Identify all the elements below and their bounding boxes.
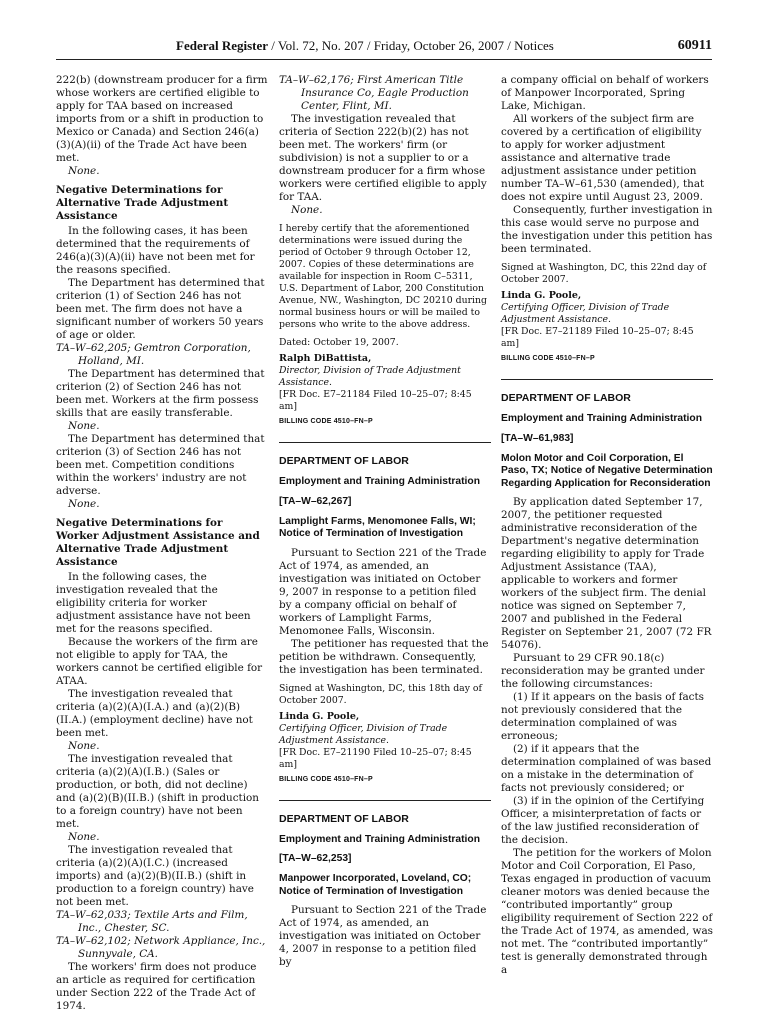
signature-note: Dated: October 19, 2007.	[279, 337, 399, 348]
notice-subject: Manpower Incorporated, Loveland, CO; Notice of Termination of Investigation	[279, 873, 472, 897]
signature-title: Certifying Officer, Division of Trade Adjustment Assistance.	[501, 302, 670, 325]
signature-name: Linda G. Poole,	[501, 290, 582, 301]
paragraph: 222(b) (downstream producer for a firm whose workers are certified eligible to apply for TAA based on increased imports from or a shift in production to Mexico or Canada) and Section 246(a)(3)(A)(ii) of the Trade Act have been met.	[56, 74, 268, 164]
paragraph: The workers' firm does not produce an article as required for certification under Section 222 of the Trade Act of 1974.	[56, 961, 257, 1012]
case-entry: TA–W–62,176; First American Title Insurance Co, Eagle Production Center, Flint, MI.	[279, 74, 469, 112]
signature-note: Signed at Washington, DC, this 18th day of October 2007.	[279, 682, 482, 706]
paragraph: (1) If it appears on the basis of facts not previously considered that the determination complained of was erroneous;	[501, 691, 704, 742]
notice-subject: Lamplight Farms, Menomonee Falls, WI; Notice of Termination of Investigation	[279, 515, 476, 539]
none-marker: None.	[68, 420, 100, 432]
paragraph: The Department has determined that criterion (1) of Section 246 has not been met. The firm does not have a significant number of workers 50 years of age or older.	[56, 277, 265, 341]
paragraph: Because the workers of the firm are not eligible to apply for TAA, the workers cannot be certified eligible for ATAA.	[56, 636, 263, 687]
paragraph: The Department has determined that criterion (2) of Section 246 has not been met. Workers at the firm possess skills that are easily transferable.	[56, 368, 265, 419]
case-entry: TA–W–62,102; Network Appliance, Inc., Sunnyvale, CA.	[56, 935, 266, 960]
section-heading: Negative Determinations for Alternative Trade Adjustment Assistance	[56, 184, 229, 222]
paragraph: Pursuant to Section 221 of the Trade Act of 1974, as amended, an investigation was initiated on October 4, 2007 in response to a petition filed by	[279, 904, 487, 968]
page-header	[56, 38, 712, 60]
header-publication	[176, 38, 554, 54]
section-divider	[279, 800, 491, 801]
billing-code: BILLING CODE 4510–FN–P	[279, 775, 373, 783]
department-heading: DEPARTMENT OF LABOR	[279, 455, 409, 467]
signature-note: Signed at Washington, DC, this 22nd day of October 2007.	[501, 262, 707, 285]
agency-heading: Employment and Training Administration	[279, 833, 480, 845]
paragraph: The investigation revealed that criteria (a)(2)(A)(I.A.) and (a)(2)(B)(II.A.) (employment decline) have not been met.	[56, 688, 253, 739]
notice-subject: Molon Motor and Coil Corporation, El Paso, TX; Notice of Negative Determination Regarding Application for Reconsideration	[501, 452, 713, 489]
paragraph: The petition for the workers of Molon Motor and Coil Corporation, El Paso, Texas engaged in production of vacuum cleaner motors was denied because the “contributed importantly” group eligibility requirement of Section 222 of the Trade Act of 1974, as amended, was not met. The “contributed importantly” test is generally demonstrated through a	[501, 847, 713, 976]
paragraph: a company official on behalf of workers of Manpower Incorporated, Spring Lake, Michigan.	[501, 74, 709, 112]
header-title: Federal Register	[176, 38, 269, 53]
docket-number: [TA–W–62,253]	[279, 853, 352, 864]
paragraph: The Department has determined that criterion (3) of Section 246 has not been met. Competition conditions within the workers' industry are not adverse.	[56, 433, 265, 497]
docket-number: [TA–W–61,983]	[501, 432, 574, 444]
paragraph: Pursuant to Section 221 of the Trade Act of 1974, as amended, an investigation was initiated on October 9, 2007 in response to a petition filed by a company official on behalf of workers of Lamplight Farms, Menomonee Falls, Wisconsin.	[279, 546, 487, 637]
paragraph: All workers of the subject firm are covered by a certification of eligibility to apply for worker adjustment assistance and alternative trade adjustment assistance under petition number TA–W–61,530 (amended), that does not expire until August 23, 2009.	[501, 113, 705, 203]
billing-code: BILLING CODE 4510–FN–P	[279, 418, 373, 425]
column-right	[501, 74, 713, 977]
signature-name: Linda G. Poole,	[279, 710, 360, 722]
none-marker: None.	[291, 204, 323, 216]
agency-heading: Employment and Training Administration	[279, 476, 480, 487]
none-marker: None.	[68, 498, 100, 510]
paragraph: By application dated September 17, 2007, the petitioner requested administrative reconsideration of the Department's negative determination regarding eligibility to apply for Trade Adjustment Assistance (TAA), applicable to workers and former workers of the subject firm. The denial notice was signed on September 7, 2007 and published in the Federal Register on September 21, 2007 (72 FR 54076).	[501, 496, 712, 651]
department-heading: DEPARTMENT OF LABOR	[501, 392, 631, 404]
paragraph: The investigation revealed that criteria (a)(2)(A)(I.C.) (increased imports) and (a)(2)(B)(II.B.) (shift in production to a foreign country) have not been met.	[56, 844, 254, 908]
docket-number: [TA–W–62,267]	[279, 495, 352, 507]
page-number: 60911	[677, 38, 712, 53]
column-left	[56, 74, 268, 1013]
header-meta: / Vol. 72, No. 207 / Friday, October 26, 2007 / Notices	[268, 38, 554, 53]
fr-doc-line: [FR Doc. E7–21184 Filed 10–25–07; 8:45 am]	[279, 389, 472, 412]
paragraph: In the following cases, the investigation revealed that the eligibility criteria for worker adjustment assistance have not been met for the reasons specified.	[56, 571, 251, 635]
department-heading: DEPARTMENT OF LABOR	[279, 812, 409, 825]
section-divider	[279, 442, 491, 443]
signature-note: I hereby certify that the aforementioned determinations were issued during the period of October 9 through October 12, 2007. Copies of these determinations are available for inspection in Room C–5311, U.S. Department of Labor, 200 Constitution Avenue, NW., Washington, DC 20210 during normal business hours or will be mailed to persons who write to the above address.	[279, 223, 487, 330]
none-marker: None.	[68, 165, 100, 177]
section-heading: Negative Determinations for Worker Adjustment Assistance and Alternative Trade Adjustment Assistance	[56, 517, 260, 568]
agency-heading: Employment and Training Administration	[501, 413, 702, 424]
paragraph: (3) if in the opinion of the Certifying Officer, a misinterpretation of facts or of the law justified reconsideration of the decision.	[501, 795, 705, 846]
signature-name: Ralph DiBattista,	[279, 353, 372, 364]
section-divider	[501, 379, 713, 380]
paragraph: In the following cases, it has been determined that the requirements of 246(a)(3)(A)(ii) have not been met for the reasons specified.	[56, 225, 255, 276]
paragraph: (2) if it appears that the determination complained of was based on a mistake in the determination of facts not previously considered; or	[501, 743, 712, 794]
signature-title: Director, Division of Trade Adjustment Assistance.	[279, 365, 461, 388]
fr-doc-line: [FR Doc. E7–21190 Filed 10–25–07; 8:45 am]	[279, 746, 472, 770]
none-marker: None.	[68, 740, 100, 752]
paragraph: Pursuant to 29 CFR 90.18(c) reconsideration may be granted under the following circumstances:	[501, 652, 705, 690]
paragraph: The investigation revealed that criteria of Section 222(b)(2) has not been met. The workers' firm (or subdivision) is not a supplier to or a downstream producer for a firm whose workers were certified eligible to apply for TAA.	[279, 113, 487, 203]
fr-doc-line: [FR Doc. E7–21189 Filed 10–25–07; 8:45 am]	[501, 326, 694, 349]
paragraph: Consequently, further investigation in this case would serve no purpose and the investigation under this petition has been terminated.	[501, 204, 713, 255]
paragraph: The petitioner has requested that the petition be withdrawn. Consequently, the investigation has been terminated.	[279, 637, 489, 676]
case-entry: TA–W–62,033; Textile Arts and Film, Inc., Chester, SC.	[56, 909, 248, 934]
signature-title: Certifying Officer, Division of Trade Adjustment Assistance.	[279, 722, 448, 746]
none-marker: None.	[68, 831, 100, 843]
column-middle	[279, 74, 491, 969]
case-entry: TA–W–62,205; Gemtron Corporation, Holland, MI.	[56, 342, 251, 367]
paragraph: The investigation revealed that criteria (a)(2)(A)(I.B.) (Sales or production, or both, did not decline) and (a)(2)(B)(II.B.) (shift in production to a foreign country) have not been met.	[56, 753, 259, 830]
billing-code: BILLING CODE 4510–FN–P	[501, 355, 595, 362]
